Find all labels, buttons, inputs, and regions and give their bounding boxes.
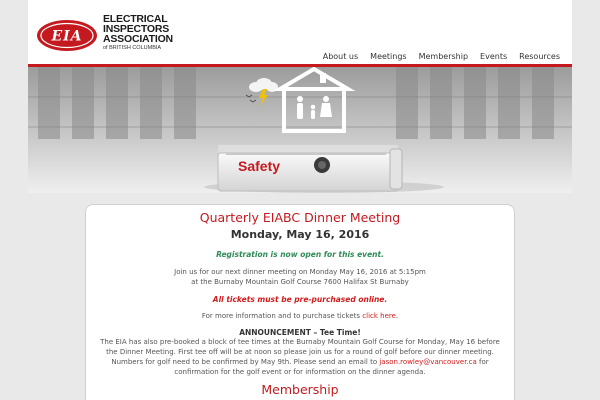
- eia-logo-icon: [36, 19, 98, 52]
- binder-label: Safety: [238, 158, 281, 174]
- main-nav: [317, 52, 566, 61]
- more-info: [86, 312, 514, 320]
- purchase-tickets-link[interactable]: click here.: [362, 312, 399, 320]
- site-header: [28, 0, 572, 66]
- hero-banner: [28, 67, 572, 193]
- announcement-text: [86, 337, 514, 377]
- logo-line-2: INSPECTORS: [103, 23, 170, 35]
- membership-heading: Membership: [261, 382, 339, 397]
- nav-resources[interactable]: Resources: [519, 52, 560, 61]
- announcement-tail: for confirmation for the golf event or for information on the dinner agenda.: [174, 358, 489, 376]
- logo-line-1: ELECTRICAL: [103, 13, 168, 25]
- announcement-title: ANNOUNCEMENT – Tee Time!: [239, 328, 361, 337]
- meeting-panel: [85, 204, 515, 400]
- nav-meetings[interactable]: Meetings: [370, 52, 407, 61]
- nav-events[interactable]: Events: [480, 52, 508, 61]
- binder-icon: [218, 145, 402, 191]
- meeting-intro-line-2: at the Burnaby Mountain Golf Course 7600 Halifax St Burnaby: [191, 278, 409, 286]
- logo-line-3: ASSOCIATION: [103, 33, 173, 45]
- nav-about-us[interactable]: About us: [322, 52, 359, 61]
- logo-wordmark: [103, 14, 193, 52]
- email-link[interactable]: jason.rowley@vancouver.ca: [379, 358, 477, 366]
- meeting-title: Quarterly EIABC Dinner Meeting: [199, 210, 401, 225]
- meeting-intro-line-1: Join us for our next dinner meeting on Monday May 16, 2016 at 5:15pm: [174, 268, 426, 276]
- logo-abbr: EIA: [51, 28, 83, 45]
- safety-binder-illustration: [28, 67, 572, 193]
- announcement-body: The EIA has also pre-booked a block of tee times at the Burnaby Mountain Golf Course for Monday, May 16 before the Dinner Meeting. First tee off will be at noon so please join us for a round of golf before our dinner meeting. Numbers for golf need to be confirmed by May 9th. Please send an email to: [100, 338, 500, 366]
- more-info-text: For more information and to purchase tickets: [201, 312, 361, 320]
- eia-logo[interactable]: [36, 14, 186, 56]
- logo-subtitle: of BRITISH COLUMBIA: [103, 45, 162, 51]
- meeting-date: Monday, May 16, 2016: [230, 228, 370, 241]
- nav-membership[interactable]: Membership: [418, 52, 469, 61]
- registration-notice: Registration is now open for this event.: [216, 250, 384, 259]
- tickets-notice: All tickets must be pre-purchased online.: [212, 295, 388, 304]
